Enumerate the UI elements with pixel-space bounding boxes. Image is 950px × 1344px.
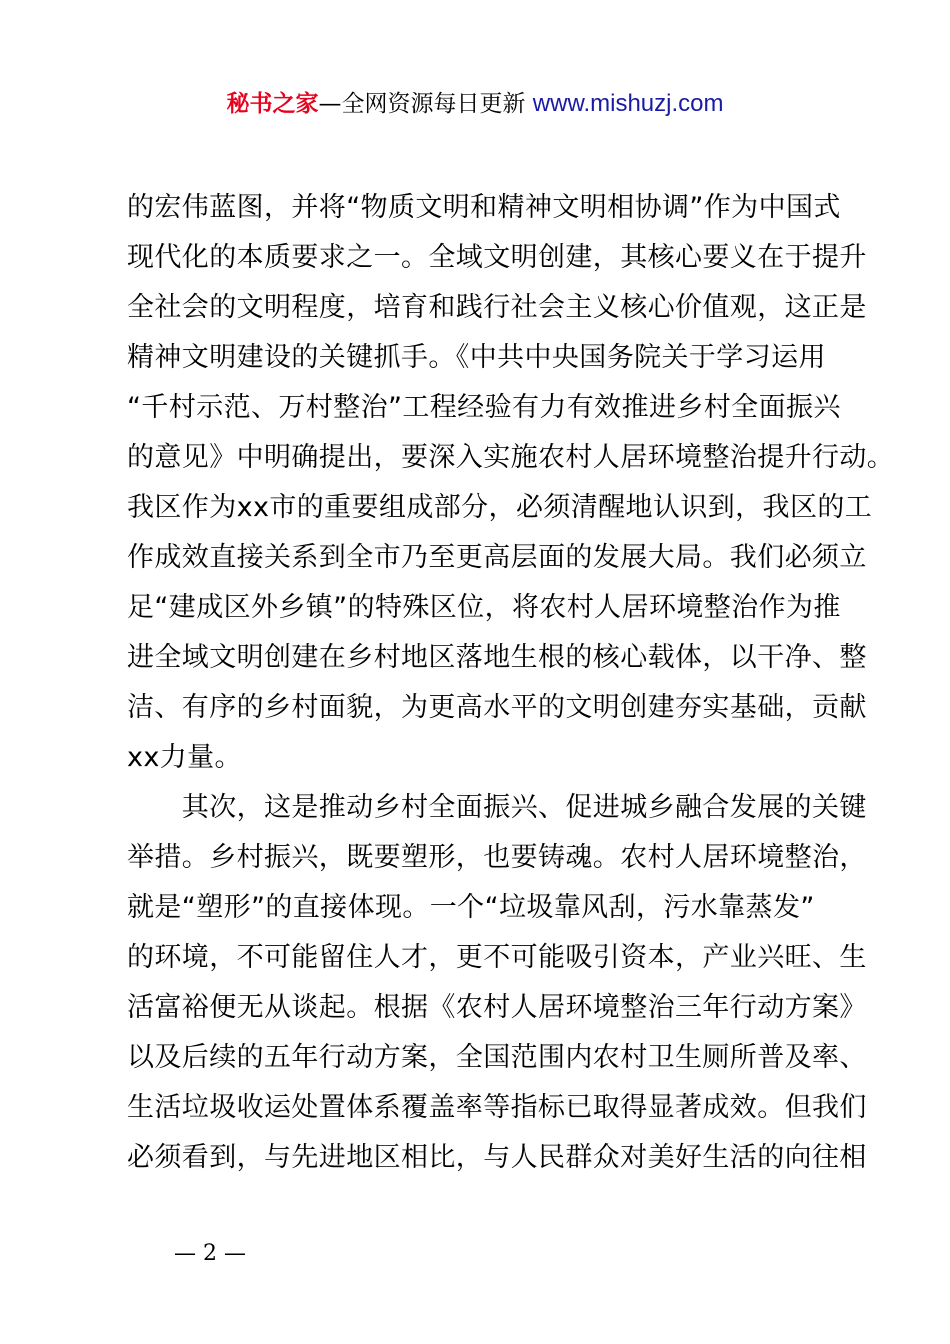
page-number: — 2 —	[174, 1241, 246, 1266]
body-line: xx力量。	[127, 742, 242, 773]
body-line: 洁、有序的乡村面貌，为更高水平的文明创建夯实基础，贡献	[127, 692, 867, 723]
body-line: 就是“塑形”的直接体现。一个“垃圾靠风刮，污水靠蒸发”	[127, 892, 815, 923]
body-line: 作成效直接关系到全市乃至更高层面的发展大局。我们必须立	[127, 542, 867, 573]
body-line: 的环境，不可能留住人才，更不可能吸引资本，产业兴旺、生	[127, 942, 867, 973]
body-line: 举措。乡村振兴，既要塑形，也要铸魂。农村人居环境整治，	[127, 842, 867, 873]
body-line: 的意见》中明确提出，要深入实施农村人居环境整治提升行动。	[127, 442, 895, 473]
site-tagline: —全网资源每日更新	[318, 91, 526, 117]
body-line: 全社会的文明程度，培育和践行社会主义核心价值观，这正是	[127, 292, 867, 323]
site-brand: 秘书之家	[226, 91, 319, 117]
body-line: 必须看到，与先进地区相比，与人民群众对美好生活的向往相	[127, 1142, 867, 1173]
site-header	[0, 86, 950, 122]
body-line: 以及后续的五年行动方案，全国范围内农村卫生厕所普及率、	[127, 1042, 867, 1073]
body-line: 我区作为xx市的重要组成部分，必须清醒地认识到，我区的工	[127, 492, 873, 523]
body-line: “千村示范、万村整治”工程经验有力有效推进乡村全面振兴	[127, 392, 841, 423]
document-body	[127, 183, 895, 1183]
site-url-link[interactable]: www.mishuzj.com	[532, 90, 724, 117]
body-line: 的宏伟蓝图，并将“物质文明和精神文明相协调”作为中国式	[127, 192, 841, 223]
body-line: 进全域文明创建在乡村地区落地生根的核心载体，以干净、整	[127, 642, 867, 673]
body-line: 精神文明建设的关键抓手。《中共中央国务院关于学习运用	[127, 342, 826, 373]
body-line: 生活垃圾收运处置体系覆盖率等指标已取得显著成效。但我们	[127, 1092, 867, 1123]
body-line: 其次，这是推动乡村全面振兴、促进城乡融合发展的关键	[127, 792, 867, 823]
body-line: 足“建成区外乡镇”的特殊区位，将农村人居环境整治作为推	[127, 592, 841, 623]
body-line: 现代化的本质要求之一。全域文明创建，其核心要义在于提升	[127, 242, 867, 273]
body-line: 活富裕便无从谈起。根据《农村人居环境整治三年行动方案》	[127, 992, 867, 1023]
